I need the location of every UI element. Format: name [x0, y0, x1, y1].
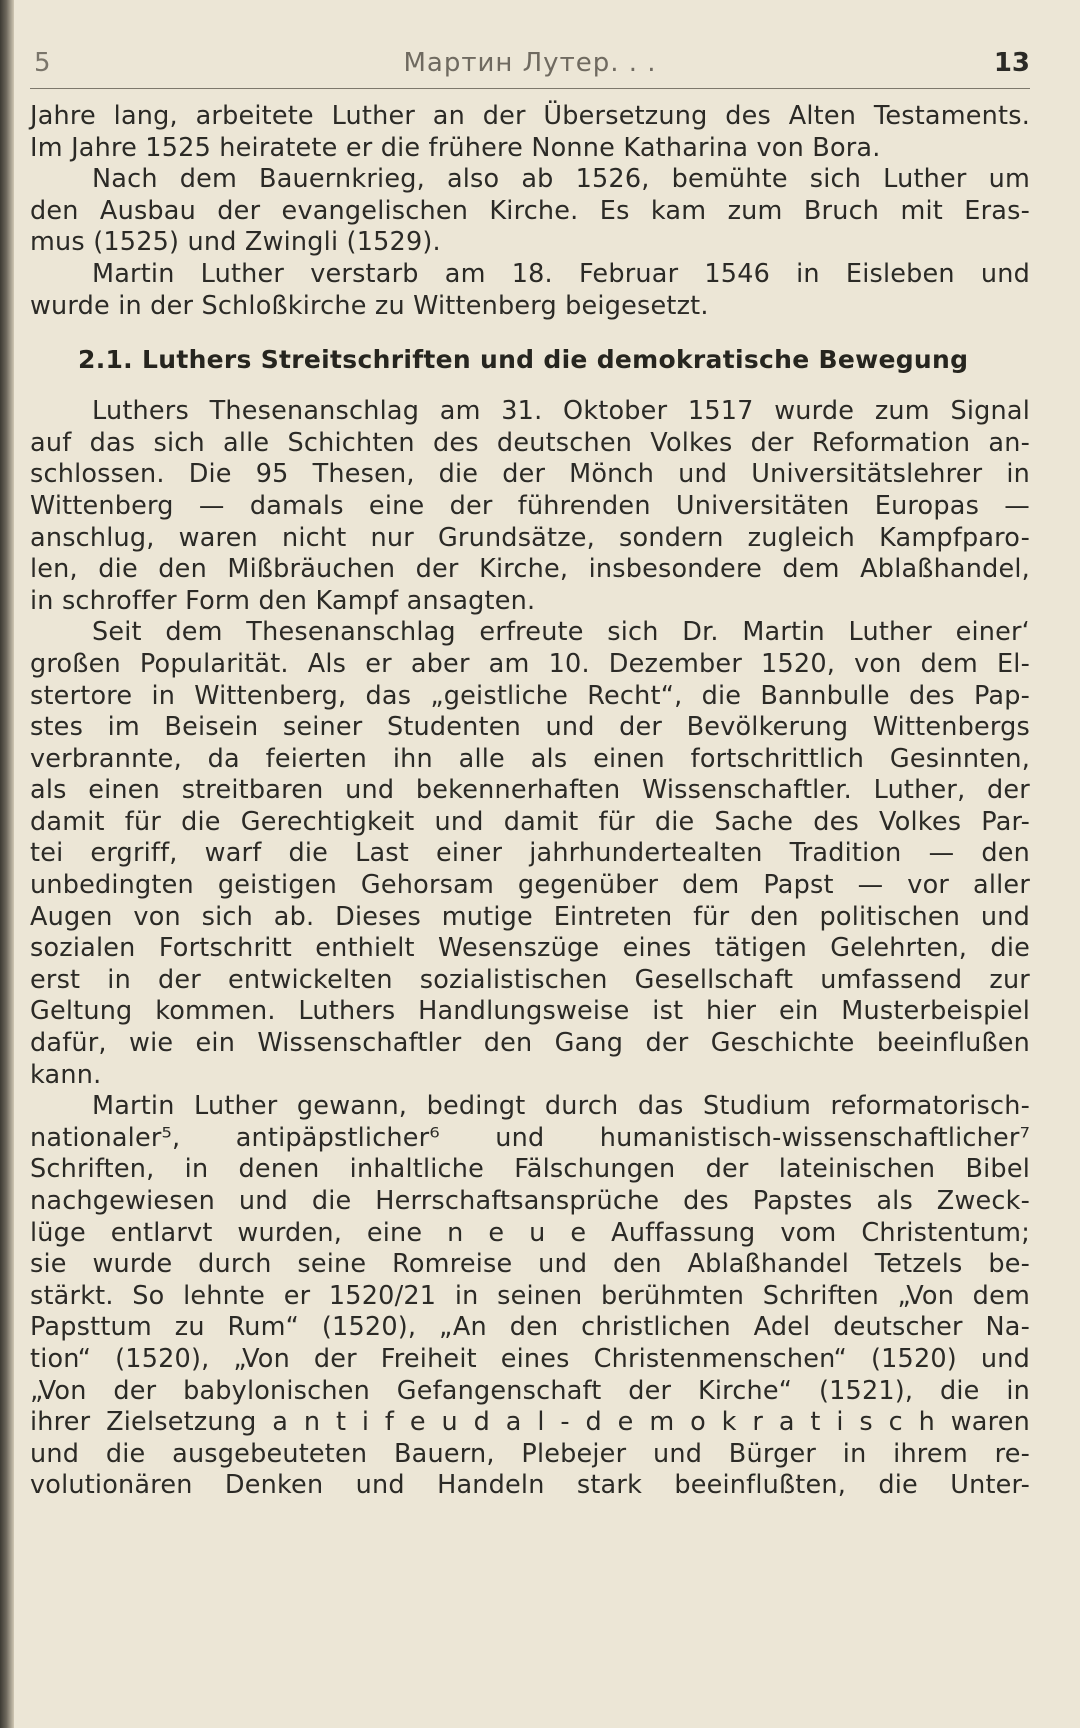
text-line: stertore in Wittenberg, das „geistliche Recht“, die Bannbulle des Pap-	[30, 680, 1030, 711]
text-line: „Von der babylonischen Gefangenschaft der Kirche“ (1521), die in	[30, 1375, 1030, 1406]
text-line: tei ergriff, warf die Last einer jahrhundertealten Tradition — den	[30, 838, 1030, 869]
text-line: tion“ (1520), „Von der Freiheit eines Christenmenschen“ (1520) und	[30, 1343, 1030, 1374]
text-line: damit für die Gerechtigkeit und damit für die Sache des Volkes Par-	[30, 806, 1030, 837]
text-block-before-heading	[30, 101, 1030, 322]
section-heading: 2.1. Luthers Streitschriften und die demokratische Bewegung	[78, 345, 969, 375]
text-line: Geltung kommen. Luthers Handlungsweise ist hier ein Musterbeispiel	[30, 996, 1030, 1027]
text-line: dafür, wie ein Wissenschaftler den Gang der Geschichte beeinflußen	[30, 1028, 1030, 1059]
text-line: und die ausgebeuteten Bauern, Plebejer und Bürger in ihrem re-	[30, 1438, 1030, 1469]
page-header	[30, 48, 1030, 89]
text-line: Papsttum zu Rum“ (1520), „An den christlichen Adel deutscher Na-	[30, 1312, 1030, 1343]
text-line: volutionären Denken und Handeln stark beeinflußten, die Unter-	[30, 1470, 1030, 1501]
text-line: Wittenberg — damals eine der führenden Universitäten Europas —	[30, 490, 1030, 521]
text-line: stärkt. So lehnte er 1520/21 in seinen berühmten Schriften „Von dem	[30, 1280, 1030, 1311]
page-body	[30, 89, 1030, 1502]
chapter-number: 5	[34, 48, 51, 78]
book-binding-edge	[0, 0, 14, 1728]
text-line: den Ausbau der evangelischen Kirche. Es kam zum Bruch mit Eras-	[30, 195, 1030, 226]
text-line: verbrannte, da feierten ihn alle als einen fortschrittlich Gesinnten,	[30, 743, 1030, 774]
text-line: erst in der entwickelten sozialistischen Gesellschaft umfassend zur	[30, 964, 1030, 995]
text-line: Jahre lang, arbeitete Luther an der Übersetzung des Alten Testaments.	[30, 101, 1030, 131]
text-line: Im Jahre 1525 heiratete er die frühere Nonne Katharina von Bora.	[30, 132, 881, 163]
text-line: ihrer Zielsetzung a n t i f e u d a l - d e m o k r a t i s c h waren	[30, 1407, 1030, 1438]
text-line: unbedingten geistigen Gehorsam gegenüber dem Papst — vor aller	[30, 870, 1030, 901]
text-line: in schroffer Form den Kampf ansagten.	[30, 585, 536, 616]
text-line: kann.	[30, 1059, 102, 1090]
text-line: als einen streitbaren und bekennerhaften Wissenschaftler. Luther, der	[30, 775, 1030, 806]
text-line: Martin Luther gewann, bedingt durch das Studium reformatorisch-	[92, 1091, 1030, 1122]
text-block-after-heading	[30, 396, 1030, 1502]
text-line: Schriften, in denen inhaltliche Fälschungen der lateinischen Bibel	[30, 1154, 1030, 1185]
text-line: sie wurde durch seine Romreise und den Ablaßhandel Tetzels be-	[30, 1249, 1030, 1280]
text-line: nationaler⁵, antipäpstlicher⁶ und humanistisch-wissenschaftlicher⁷	[30, 1122, 1030, 1153]
text-line: nachgewiesen und die Herrschaftsansprüche des Papstes als Zweck-	[30, 1186, 1030, 1216]
text-line: schlossen. Die 95 Thesen, die der Mönch und Universitätslehrer in	[30, 459, 1030, 490]
text-line: mus (1525) und Zwingli (1529).	[30, 227, 441, 258]
text-line: Luthers Thesenanschlag am 31. Oktober 1517 wurde zum Signal	[92, 396, 1030, 427]
running-title: Мартин Лутер. . .	[403, 48, 657, 78]
text-line: Seit dem Thesenanschlag erfreute sich Dr. Martin Luther einer‘	[92, 617, 1030, 648]
text-line: len, die den Mißbräuchen der Kirche, insbesondere dem Ablaßhandel,	[30, 554, 1030, 585]
text-line: lüge entlarvt wurden, eine n e u e Auffassung vom Christentum;	[30, 1217, 1030, 1248]
text-line: Augen von sich ab. Dieses mutige Eintreten für den politischen und	[30, 901, 1030, 932]
text-line: Martin Luther verstarb am 18. Februar 1546 in Eisleben und	[92, 258, 1030, 289]
book-page	[30, 48, 1030, 1502]
text-line: wurde in der Schloßkirche zu Wittenberg beigesetzt.	[30, 290, 709, 321]
text-line: stes im Beisein seiner Studenten und der Bevölkerung Wittenbergs	[30, 712, 1030, 743]
text-line: sozialen Fortschritt enthielt Wesenszüge eines tätigen Gelehrten, die	[30, 933, 1030, 964]
text-line: auf das sich alle Schichten des deutschen Volkes der Reformation an-	[30, 427, 1030, 458]
page-number: 13	[993, 48, 1030, 78]
text-line: anschlug, waren nicht nur Grundsätze, sondern zugleich Kampfparo-	[30, 522, 1030, 553]
text-line: großen Popularität. Als er aber am 10. Dezember 1520, von dem El-	[30, 648, 1030, 679]
text-line: Nach dem Bauernkrieg, also ab 1526, bemühte sich Luther um	[92, 164, 1030, 195]
